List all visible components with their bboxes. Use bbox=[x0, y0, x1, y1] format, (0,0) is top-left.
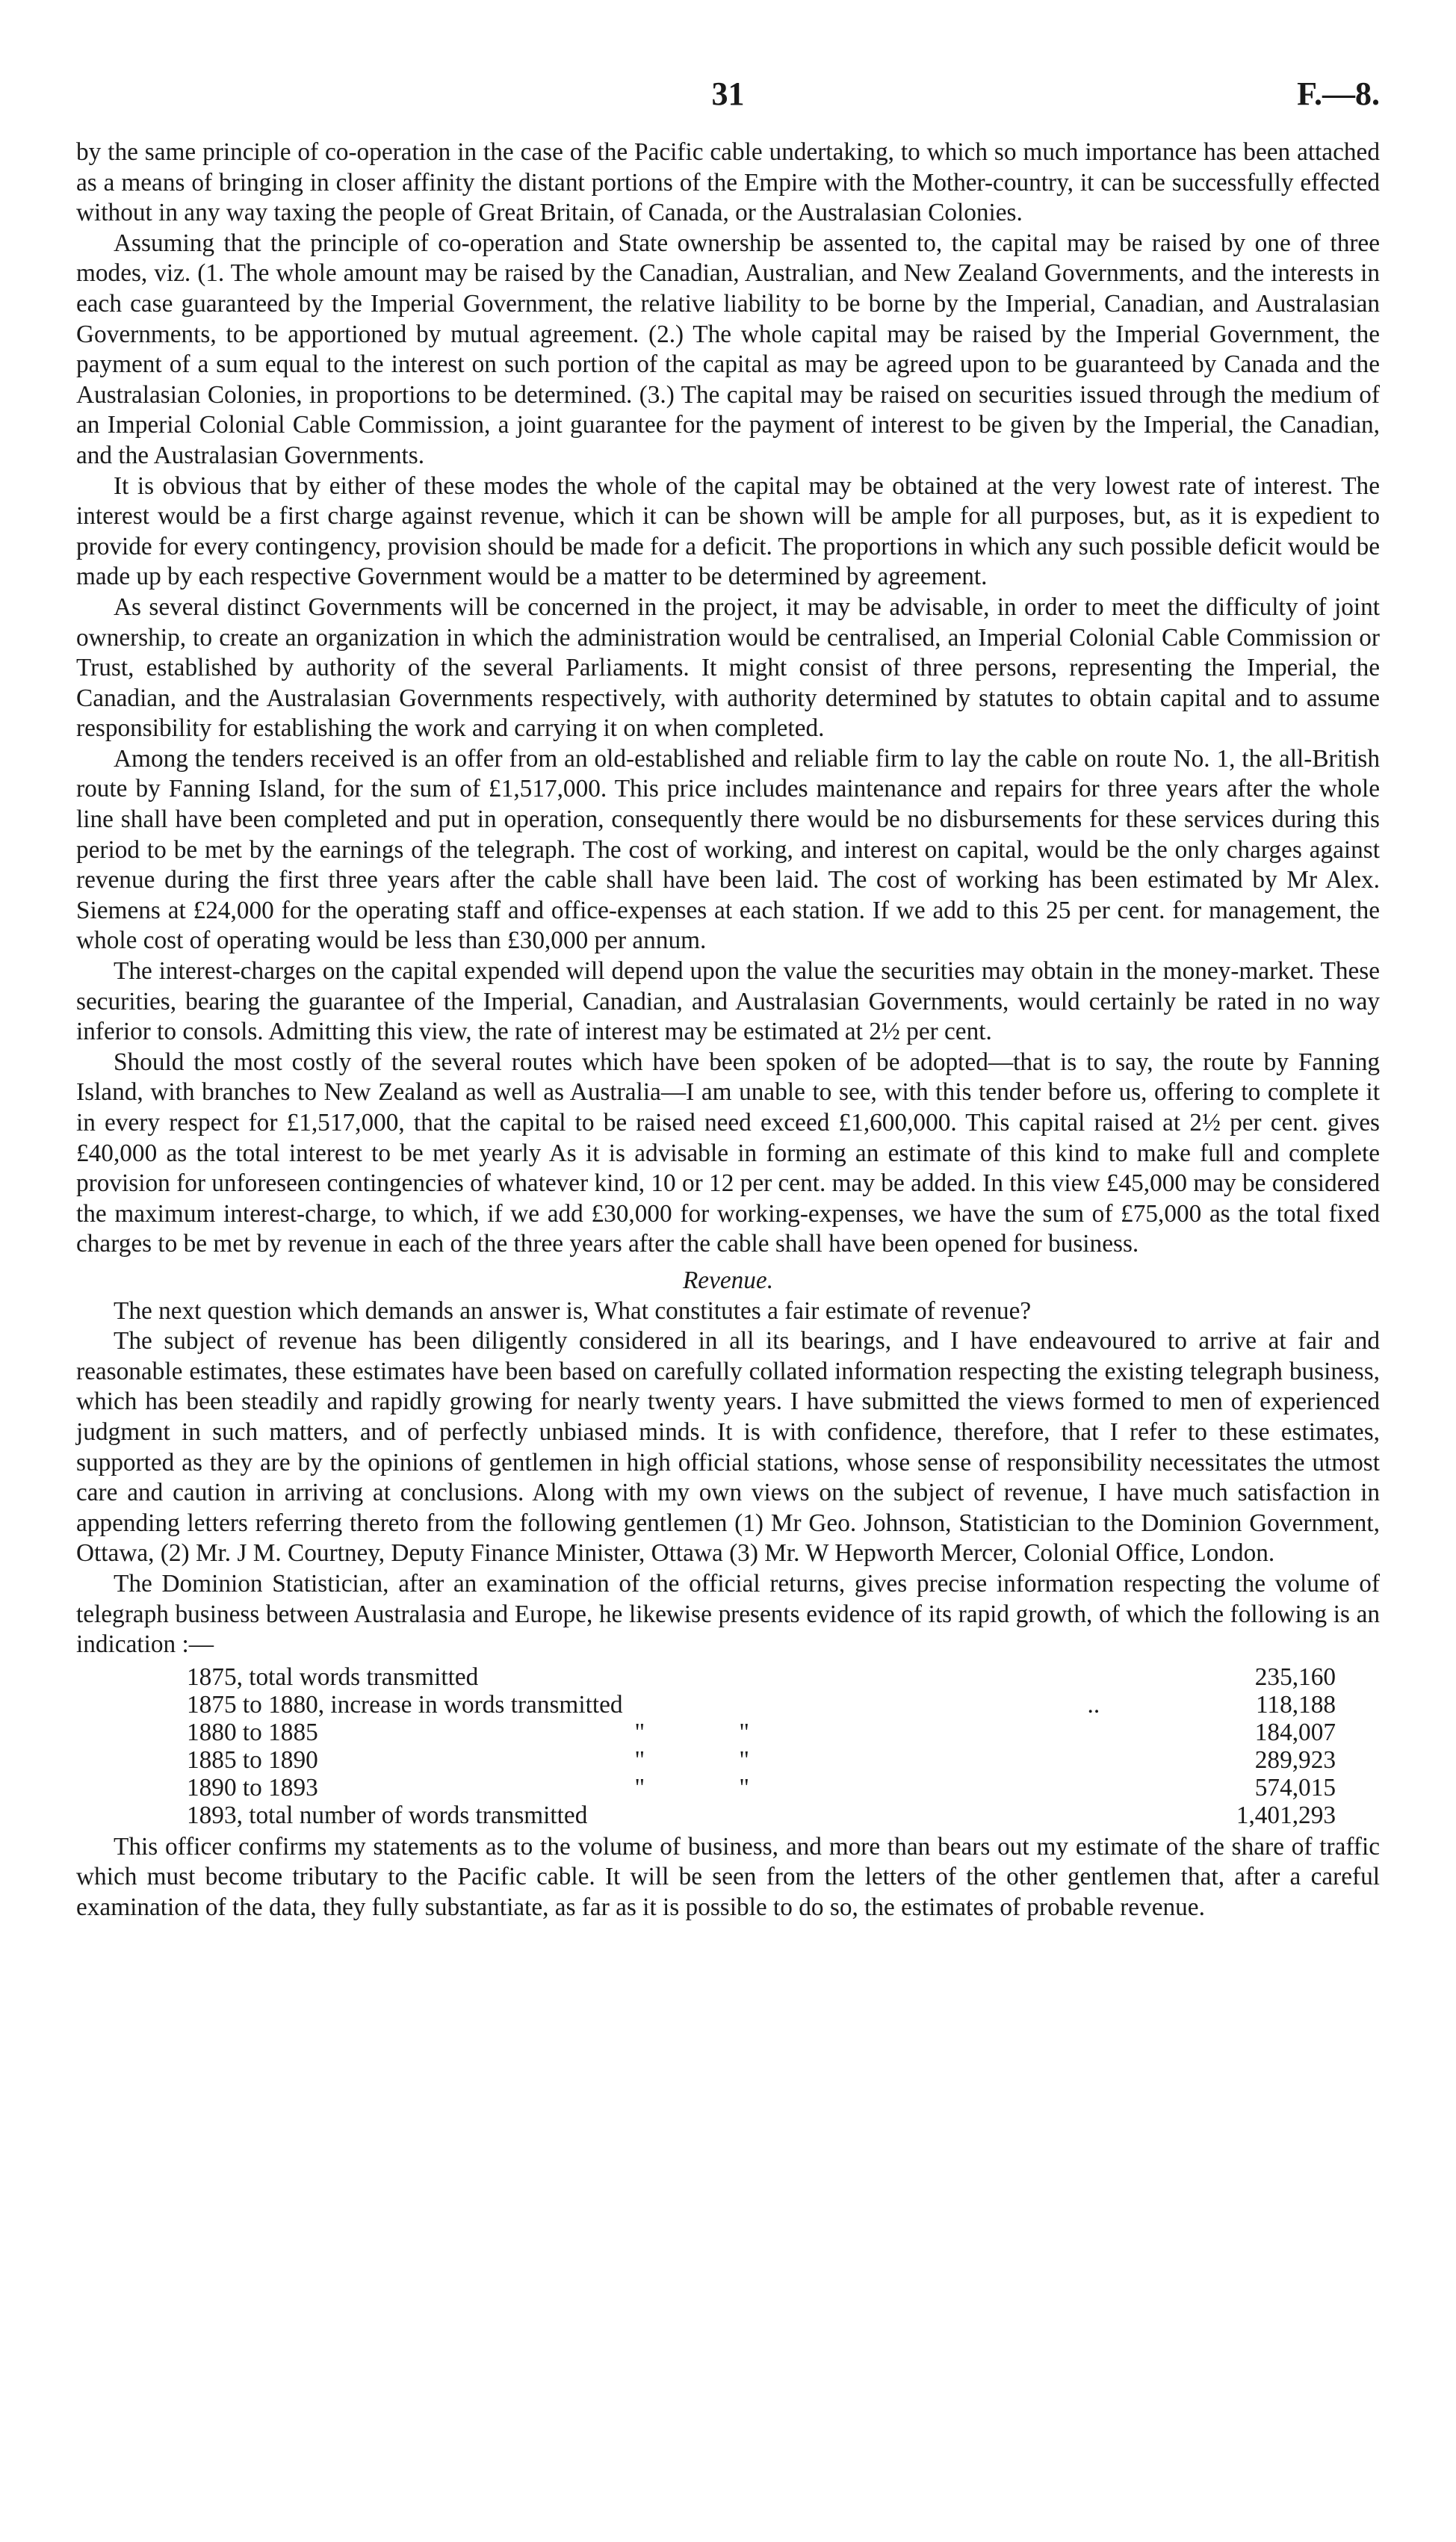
paragraph-dominion-statistician: The Dominion Statistician, after an examination of the official returns, gives precise information respecting the volume of telegraph business between Australasia and Europe, he likewise presents evidence of its rapid growth, of which the following is an indication :— bbox=[76, 1569, 1380, 1659]
page-header bbox=[76, 75, 1380, 120]
section-heading-revenue: Revenue. bbox=[682, 1266, 774, 1294]
document-page bbox=[76, 75, 1380, 1923]
table-cell-value: 184,007 bbox=[1254, 1718, 1336, 1746]
table-cell-leader bbox=[916, 1663, 1115, 1691]
table-cell-value: 118,188 bbox=[1256, 1690, 1336, 1719]
table-row bbox=[187, 1663, 1336, 1691]
table-row bbox=[187, 1774, 1336, 1802]
paragraph-continuation: by the same principle of co-operation in the case of the Pacific cable undertaking, to which so much importance has been attached as a means of bringing in closer affinity the distant portions of the Empire with the Mother-country, it can be successfully effected without in any way taxing the people of Great Britain, of Canada, or the Australasian Colonies. bbox=[76, 138, 1380, 227]
table-cell-leader bbox=[916, 1746, 1115, 1774]
paragraph-tenders: Among the tenders received is an offer from an old-established and reliable firm to lay the cable on route No. 1, the all-British route by Fanning Island, for the sum of £1,517,000. This price includes maintenance and repairs for three years after the whole line shall have been completed and put in operation, consequently there would be no disbursements for these services during this period to be met by the earnings of the telegraph. The cost of working, and interest on capital, would be the only charges against revenue during the first three years after the cable shall have been laid. The cost of working has been estimated by Mr Alex. Siemens at £24,000 for the operating staff and office-expenses at each station. If we add to this 25 per cent. for management, the whole cost of operating would be less than £30,000 per annum. bbox=[76, 744, 1380, 955]
table-cell-leader bbox=[916, 1802, 1115, 1829]
ditto-mark: " bbox=[634, 1718, 645, 1746]
words-transmitted-table bbox=[187, 1663, 1336, 1829]
paragraph-commission: As several distinct Governments will be concerned in the project, it may be advisable, in order to meet the difficulty of joint ownership, to create an organization in which the administration would be centralised, an Imperial Colonial Cable Commission or Trust, established by authority of the several Parliaments. It might consist of three persons, representing the Imperial, the Canadian, and the Australasian Governments respectively, with authority determined by statutes to obtain capital and to assume responsibility for establishing the work and carrying it on when completed. bbox=[76, 593, 1380, 743]
paragraph-capital-modes: Assuming that the principle of co-operation and State ownership be assented to, the capital may be raised by one of three modes, viz. (1. The whole amount may be raised by the Canadian, Australian, and New Zealand Governments, and the interests in each case guaranteed by the Imperial Government, the relative liability to be borne by the Imperial, Canadian, and Australasian Governments, to be apportioned by mutual agreement. (2.) The whole capital may be raised by the Imperial Government, the payment of a sum equal to the interest on such portion of the capital as may be agreed upon to be guaranteed by Canada and the Australasian Colonies, in proportions to be determined. (3.) The capital may be raised on securities issued through the medium of an Imperial Colonial Cable Commission, a joint guarantee for the payment of interest to be given by the Imperial, the Canadian, and the Australasian Governments. bbox=[76, 229, 1380, 469]
table-row bbox=[187, 1691, 1336, 1719]
ditto-mark: " bbox=[634, 1773, 645, 1802]
table-row bbox=[187, 1746, 1336, 1774]
paragraph-revenue-question: The next question which demands an answer is, What constitutes a fair estimate of revenue? bbox=[114, 1296, 1032, 1325]
ditto-mark: " bbox=[739, 1745, 749, 1774]
table-cell-period: 1893, total number of words transmitted bbox=[187, 1801, 588, 1829]
ditto-mark: " bbox=[739, 1718, 749, 1746]
paragraph-closing: This officer confirms my statements as to the volume of business, and more than bears out my estimate of the share of traffic which must become tributary to the Pacific cable. It will be seen from the letters of the other gentlemen that, after a careful examination of the data, they fully substantiate, as far as it is possible to do so, the estimates of probable revenue. bbox=[76, 1832, 1380, 1921]
paragraph-costly-route: Should the most costly of the several routes which have been spoken of be adopted—that is to say, the route by Fanning Island, with branches to New Zealand as well as Australia—I am unable to see, with this tender before us, offering to complete it in every respect for £1,517,000, that the capital to be raised need exceed £1,600,000. This capital raised at 2½ per cent. gives £40,000 as the total interest to be met yearly As it is advisable in forming an estimate of this kind to make full and complete provision for unforeseen contingencies of whatever kind, 10 or 12 per cent. may be added. In this view £45,000 may be considered the maximum interest-charge, to which, if we add £30,000 for working-expenses, we have the sum of £75,000 as the total fixed charges to be met by revenue in each of the three years after the cable shall have been opened for business. bbox=[76, 1048, 1380, 1258]
table-cell-period: 1890 to 1893 bbox=[187, 1773, 318, 1802]
table-row bbox=[187, 1802, 1336, 1829]
ditto-mark: " bbox=[634, 1745, 645, 1774]
table-cell-value: 1,401,293 bbox=[1236, 1801, 1336, 1829]
table-cell-value: 574,015 bbox=[1254, 1773, 1336, 1802]
table-cell-period: 1885 to 1890 bbox=[187, 1745, 318, 1774]
document-reference: F.—8. bbox=[1297, 75, 1380, 112]
paragraph-interest: It is obvious that by either of these modes the whole of the capital may be obtained at the very lowest rate of interest. The interest would be a first charge against revenue, which it can be shown will be ample for all purposes, but, as it is expedient to provide for every contingency, provision should be made for a deficit. The proportions in which any such possible deficit would be made up by each respective Government would be a matter to be determined by agreement. bbox=[76, 471, 1380, 591]
table-cell-period: 1875 to 1880, increase in words transmitted bbox=[187, 1690, 623, 1719]
page-number: 31 bbox=[711, 75, 745, 112]
table-row bbox=[187, 1719, 1336, 1746]
paragraph-revenue-subject: The subject of revenue has been diligently considered in all its bearings, and I have endeavoured to arrive at fair and reasonable estimates, these estimates have been based on carefully collated information respecting the existing telegraph business, which has been steadily and rapidly growing for nearly twenty years. I have submitted the views formed to men of experienced judgment in such matters, and of perfectly unbiased minds. It is with confidence, therefore, that I refer to these estimates, supported as they are by the opinions of gentlemen in high official stations, whose sense of responsibility necessitates the utmost care and caution in arriving at conclusions. Along with my own views on the subject of revenue, I have much satisfaction in appending letters referring thereto from the following gentlemen (1) Mr Geo. Johnson, Statistician to the Dominion Government, Ottawa, (2) Mr. J M. Courtney, Deputy Finance Minister, Ottawa (3) Mr. W Hepworth Mercer, Colonial Office, London. bbox=[76, 1327, 1380, 1568]
table-cell-leader: .. bbox=[1087, 1690, 1100, 1719]
table-cell-leader bbox=[916, 1719, 1115, 1746]
table-cell-period: 1880 to 1885 bbox=[187, 1718, 318, 1746]
paragraph-interest-charges: The interest-charges on the capital expended will depend upon the value the securities may obtain in the money-market. These securities, bearing the guarantee of the Imperial, Canadian, and Australasian Governments, would certainly be rated in no way inferior to consols. Admitting this view, the rate of interest may be estimated at 2½ per cent. bbox=[76, 957, 1380, 1046]
table-cell-value: 235,160 bbox=[1254, 1663, 1336, 1691]
table-cell-value: 289,923 bbox=[1254, 1745, 1336, 1774]
ditto-mark: " bbox=[739, 1773, 749, 1802]
table-cell-period: 1875, total words transmitted bbox=[187, 1663, 479, 1691]
table-cell-leader bbox=[916, 1774, 1115, 1802]
